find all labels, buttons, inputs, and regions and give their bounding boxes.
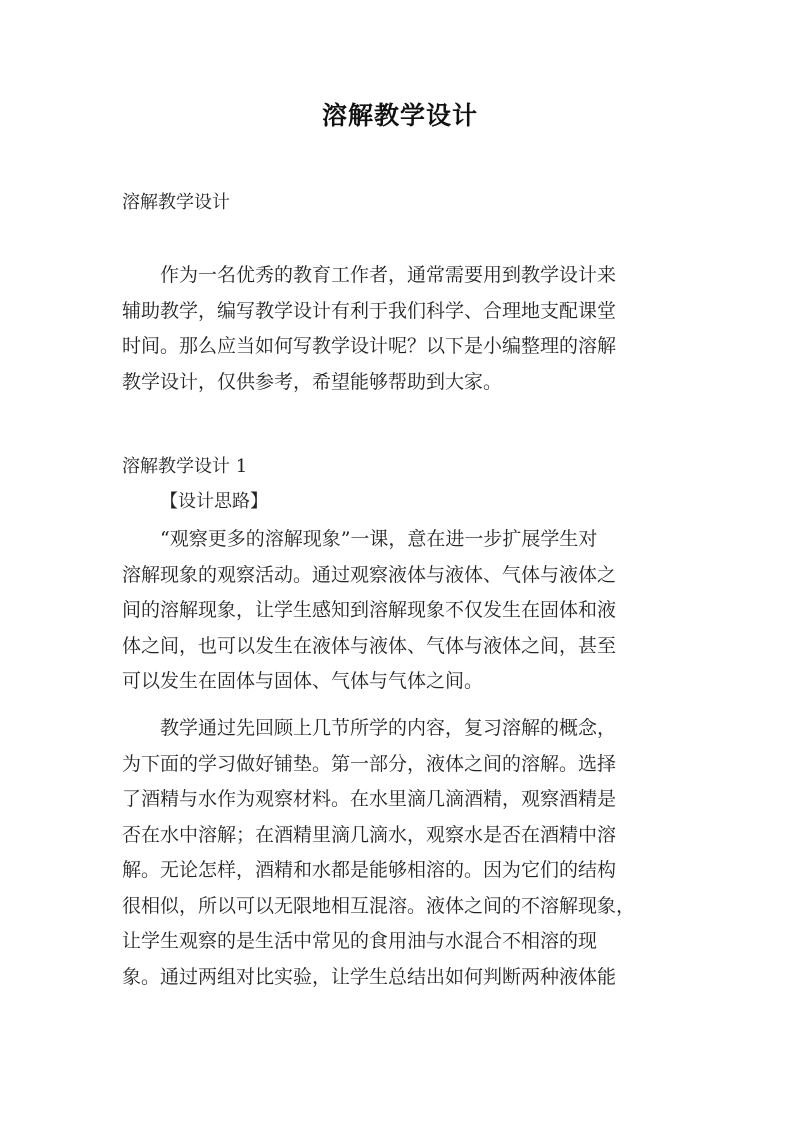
document-subtitle: 溶解教学设计 xyxy=(122,192,230,213)
document-title: 溶解教学设计 xyxy=(321,101,478,130)
paragraph-2 xyxy=(122,711,682,995)
intro-line: 作为一名优秀的教育工作者，通常需要用到教学设计来 xyxy=(160,264,617,286)
paragraph-line: 溶解现象的观察活动。通过观察液体与液体、气体与液体之 xyxy=(122,563,617,586)
paragraph-line: 象。通过两组对比实验，让学生总结出如何判断两种液体能 xyxy=(122,965,617,988)
section-subheading: 【设计思路】 xyxy=(160,491,268,512)
intro-line: 时间。那么应当如何写教学设计呢？以下是小编整理的溶解 xyxy=(122,335,617,357)
paragraph-line: 可以发生在固体与固体、气体与气体之间。 xyxy=(122,670,484,692)
intro-line: 教学设计，仅供参考，希望能够帮助到大家。 xyxy=(122,370,503,393)
paragraph-line: 让学生观察的是生活中常见的食用油与水混合不相溶的现 xyxy=(122,930,598,952)
section-heading: 溶解教学设计 1 xyxy=(122,456,248,477)
paragraph-line: 很相似，所以可以无限地相互混溶。液体之间的不溶解现象， xyxy=(122,894,636,917)
intro-paragraph xyxy=(122,258,682,400)
paragraph-line: 否在水中溶解；在酒精里滴几滴水，观察水是否在酒精中溶 xyxy=(122,823,617,846)
paragraph-line: 了酒精与水作为观察材料。在水里滴几滴酒精，观察酒精是 xyxy=(122,788,617,810)
paragraph-line: 体之间，也可以发生在液体与液体、气体与液体之间，甚至 xyxy=(122,634,617,657)
paragraph-line: 为下面的学习做好铺垫。第一部分，液体之间的溶解。选择 xyxy=(122,752,617,775)
paragraph-line: “观察更多的溶解现象”一课，意在进一步扩展学生对 xyxy=(160,528,598,550)
paragraph-line: 教学通过先回顾上几节所学的内容，复习溶解的概念， xyxy=(160,717,617,739)
paragraph-line: 解。无论怎样，酒精和水都是能够相溶的。因为它们的结构 xyxy=(122,859,617,881)
paragraph-1 xyxy=(122,522,682,700)
intro-line: 辅助教学，编写教学设计有利于我们科学、合理地支配课堂 xyxy=(122,299,617,322)
paragraph-line: 间的溶解现象，让学生感知到溶解现象不仅发生在固体和液 xyxy=(122,599,617,621)
